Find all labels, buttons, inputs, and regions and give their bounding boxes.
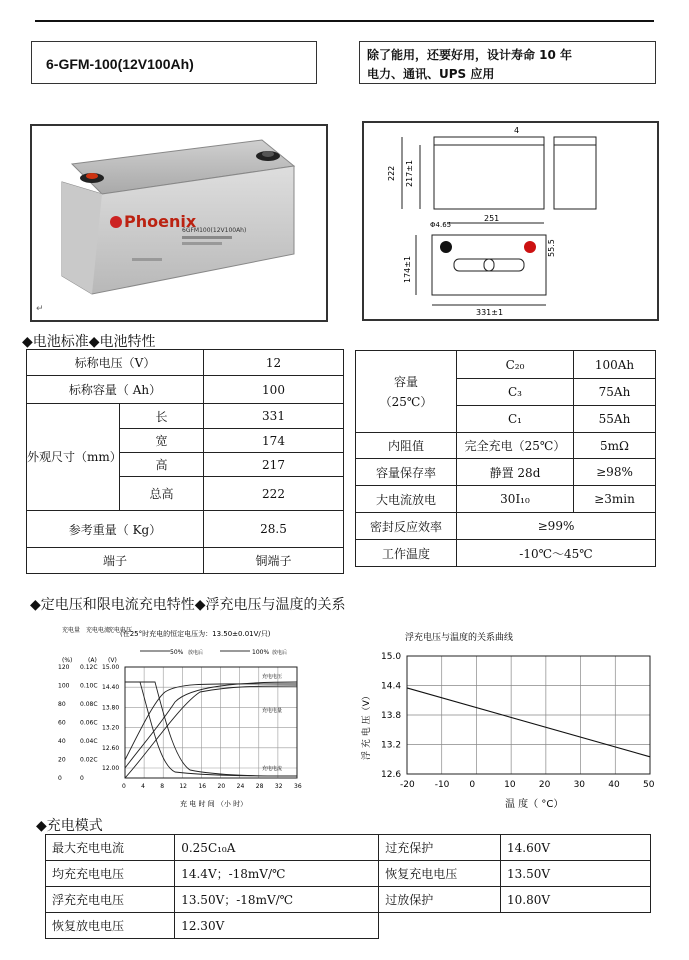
dim-small: 4	[514, 126, 520, 135]
lc-volt-tick: 13.80	[102, 704, 120, 712]
top-rule	[35, 20, 654, 22]
ir-value: 5mΩ	[574, 433, 656, 459]
mode-row	[46, 835, 651, 861]
rc-xtick: -20	[400, 780, 415, 790]
spec-sub-label: 宽	[120, 429, 204, 453]
unit-pct: (%)	[62, 657, 73, 664]
lc-xtick: 20	[217, 783, 226, 790]
legend-50: 50%	[170, 649, 184, 656]
mode-empty	[379, 913, 651, 939]
curve-capacity	[125, 686, 297, 778]
mode-value: 10.80V	[501, 887, 651, 913]
rc-xtick: 40	[608, 780, 620, 790]
spec-value: 222	[204, 477, 344, 511]
capacity-label: 容量	[393, 374, 418, 389]
dim-top-length: 251	[484, 214, 500, 223]
lc-volt-tick: 15.00	[102, 664, 120, 671]
col-header-amp: 充电电流	[86, 627, 111, 634]
chart-right-xlabel: 温 度（ °C）	[505, 799, 564, 810]
rc-ytick: 14.4	[381, 681, 402, 692]
capacity-temp: （25℃）	[379, 394, 433, 409]
rc-ytick: 13.8	[381, 711, 402, 721]
phoenix-logo-icon	[110, 216, 122, 228]
chart-right-title: 浮充电压与温度的关系曲线	[405, 633, 514, 643]
col-header-volt: 充电电压	[108, 627, 133, 634]
dim-height: 222	[387, 165, 396, 181]
dim-length: 331±1	[476, 308, 504, 317]
spec-label: 参考重量（ Kg）	[27, 511, 204, 548]
retention-condition: 静置 28d	[457, 459, 574, 486]
charge-mode-table	[45, 834, 651, 939]
lc-amp-tick: 0.08C	[80, 701, 98, 708]
curve-voltage-50	[125, 682, 297, 768]
mode-label: 过放保护	[379, 887, 501, 913]
rc-ytick: 12.6	[381, 770, 402, 780]
curve-label-capacity: 充电电量	[262, 708, 283, 714]
lc-xtick: 16	[198, 783, 207, 790]
mode-label: 浮充充电电压	[46, 887, 175, 913]
chart-left-xlabel: 充 电 时 间 （小 时）	[180, 800, 248, 808]
seal-label: 密封反应效率	[356, 513, 457, 540]
section-charge-mode: ◆充电模式	[36, 818, 103, 834]
spec-value: 铜端子	[204, 548, 344, 574]
curve-label-voltage: 充电电压	[262, 674, 283, 680]
charge-characteristic-chart	[40, 620, 340, 810]
mode-value: 12.30V	[175, 913, 379, 939]
dim-hole: Φ4.65	[430, 221, 452, 229]
curve-current	[125, 682, 297, 776]
lc-amp-tick: 0.10C	[80, 682, 98, 690]
mode-value: 14.60V	[501, 835, 651, 861]
lc-xtick: 0	[122, 783, 126, 790]
lc-volt-tick: 14.40	[102, 684, 120, 692]
temp-label: 工作温度	[356, 540, 457, 567]
spec-label: 标称电压（V）	[27, 350, 204, 376]
spec-value: 28.5	[204, 511, 344, 548]
corner-mark: ↵	[36, 304, 44, 314]
dim-terminal: 55.5	[547, 239, 556, 257]
curve-current-50	[125, 682, 297, 776]
unit-amp: (A)	[88, 657, 97, 664]
lc-xtick: 12	[179, 783, 187, 790]
rc-xtick: 50	[643, 780, 655, 790]
dimension-drawing	[362, 121, 659, 321]
retention-value: ≥98%	[574, 459, 656, 486]
lc-xtick: 28	[255, 783, 264, 790]
legend-100: 100%	[252, 649, 270, 656]
unit-volt: (V)	[108, 657, 117, 664]
mode-value: 0.25C₁₀A	[175, 835, 379, 861]
float-voltage-line	[407, 688, 650, 757]
spec-sub-label: 总高	[120, 477, 204, 511]
battery-photo	[30, 124, 328, 322]
rc-xtick: 30	[573, 780, 586, 790]
legend-100-text: 放电后	[272, 650, 288, 656]
rate-c20: C₂₀	[457, 351, 574, 379]
mode-value: 13.50V	[501, 861, 651, 887]
mode-row	[46, 913, 651, 939]
lc-xtick: 32	[274, 783, 283, 790]
lc-amp-tick: 0.06C	[80, 719, 98, 727]
mode-label: 最大充电电流	[46, 835, 175, 861]
chart-left-title: (在25°时充电的恒定电压为：13.50±0.01V/只)	[120, 630, 271, 638]
lc-amp-tick: 0.04C	[80, 738, 98, 745]
mode-label: 均充充电电压	[46, 861, 175, 887]
slogan	[359, 41, 656, 84]
lc-pct-tick: 100	[58, 682, 70, 690]
photo-model: 6GFM100(12V100Ah)	[182, 227, 247, 234]
lc-pct-tick: 80	[58, 701, 66, 708]
mode-label: 过充保护	[379, 835, 501, 861]
lc-xtick: 24	[236, 783, 245, 790]
spec-sub-label: 长	[120, 404, 204, 429]
lc-pct-tick: 120	[58, 664, 70, 671]
spec-value: 174	[204, 429, 344, 453]
chart-right-ylabel: 浮 充 电 压（V）	[362, 691, 372, 760]
slogan-line-1: 除了能用，还要好用，设计寿命 10 年	[367, 48, 573, 62]
ir-label: 内阻值	[356, 433, 457, 459]
retention-label: 容量保存率	[356, 459, 457, 486]
rate-c1: C₁	[457, 406, 574, 433]
seal-value: ≥99%	[457, 513, 656, 540]
mode-label: 恢复放电电压	[46, 913, 175, 939]
rate-c3-value: 75Ah	[574, 379, 656, 406]
lc-xtick: 4	[141, 783, 145, 790]
section-charge-characteristics: ◆定电压和限电流充电特性◆浮充电压与温度的关系	[30, 597, 346, 613]
curve-label-current: 充电电流	[262, 766, 283, 772]
ir-condition: 完全充电（25℃）	[457, 433, 574, 459]
lc-pct-tick: 0	[58, 775, 62, 782]
slogan-line-2: 电力、通讯、UPS 应用	[367, 67, 495, 81]
spec-value: 217	[204, 453, 344, 477]
lc-amp-tick: 0.12C	[80, 664, 98, 671]
lc-volt-tick: 12.00	[102, 765, 120, 772]
rc-ytick: 15.0	[381, 652, 402, 662]
rc-xtick: 10	[504, 780, 516, 790]
rc-xtick: 20	[538, 780, 551, 790]
rate-c20-value: 100Ah	[574, 351, 656, 379]
dim-width: 174±1	[403, 255, 412, 283]
mode-label: 恢复充电电压	[379, 861, 501, 887]
spec-label: 端子	[27, 548, 204, 574]
rate-c1-value: 55Ah	[574, 406, 656, 433]
discharge-value: ≥3min	[574, 486, 656, 513]
mode-row	[46, 887, 651, 913]
lc-volt-tick: 13.20	[102, 724, 120, 732]
photo-brand: Phoenix	[124, 212, 197, 231]
lc-volt-tick: 12.60	[102, 744, 120, 752]
lc-pct-tick: 40	[58, 738, 66, 745]
lc-amp-tick: 0.02C	[80, 756, 98, 764]
rc-xtick: 0	[469, 780, 476, 790]
dimension-svg	[364, 123, 657, 319]
float-voltage-chart	[355, 625, 665, 820]
dim-inner-height: 217±1	[405, 159, 414, 187]
capacity-cell	[356, 351, 457, 433]
spec-value: 12	[204, 350, 344, 376]
rate-c3: C₃	[457, 379, 574, 406]
temp-value: -10℃～45℃	[457, 540, 656, 567]
discharge-label: 大电流放电	[356, 486, 457, 513]
mode-value: 14.4V；-18mV/℃	[175, 861, 379, 887]
lc-pct-tick: 60	[58, 719, 66, 727]
rc-xtick: -10	[434, 780, 450, 790]
section-standard: ◆电池标准◆电池特性	[22, 334, 156, 350]
model-title: 6-GFM-100(12V100Ah)	[31, 41, 317, 84]
characteristics-table	[355, 350, 656, 567]
spec-group-label: 外观尺寸（mm）	[27, 404, 120, 511]
mode-row	[46, 861, 651, 887]
spec-value: 100	[204, 376, 344, 404]
spec-label: 标称容量（ Ah）	[27, 376, 204, 404]
mode-value: 13.50V；-18mV/℃	[175, 887, 379, 913]
lc-xtick: 36	[294, 783, 302, 790]
legend-50-text: 放电后	[188, 650, 204, 656]
rc-ytick: 13.2	[381, 740, 402, 751]
lc-pct-tick: 20	[58, 756, 66, 764]
lc-amp-tick: 0	[80, 775, 84, 782]
discharge-condition: 30I₁₀	[457, 486, 574, 513]
lc-xtick: 8	[160, 783, 165, 790]
battery-illustration	[32, 126, 326, 320]
spec-value: 331	[204, 404, 344, 429]
spec-sub-label: 高	[120, 453, 204, 477]
spec-table	[26, 349, 344, 574]
col-header-pct: 充电量	[62, 627, 81, 634]
